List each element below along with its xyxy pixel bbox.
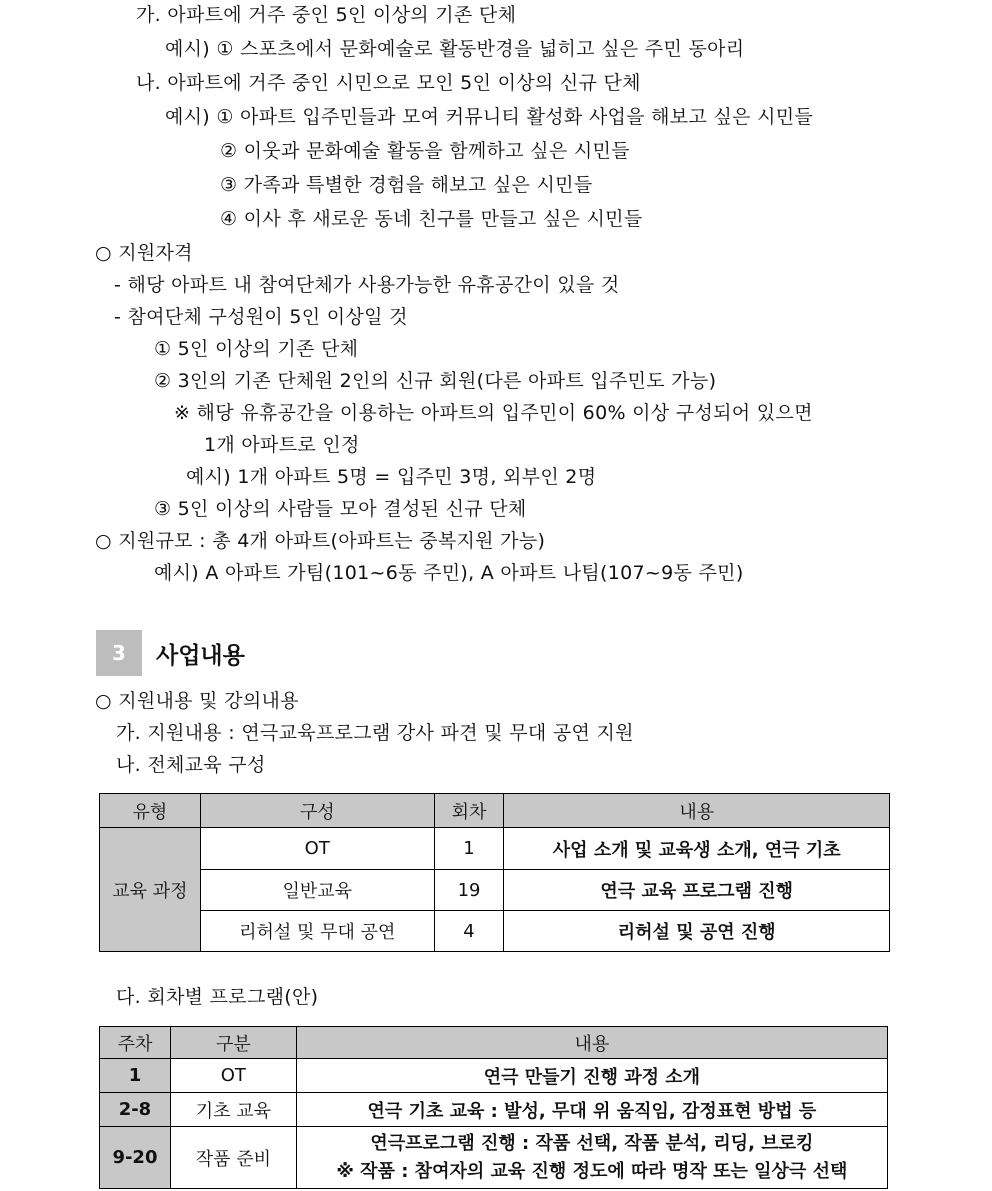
- section-title: 사업내용: [156, 642, 245, 669]
- support-item: 가. 지원내용 : 연극교육프로그램 강사 파견 및 무대 공연 지원: [116, 722, 634, 744]
- note-line: 1개 아파트로 인정: [204, 434, 360, 456]
- table-header: 회차: [434, 794, 504, 828]
- eligibility-item: - 해당 아파트 내 참여단체가 사용가능한 유휴공간이 있을 것: [114, 274, 620, 296]
- heading-scale: ○ 지원규모 : 총 4개 아파트(아파트는 중복지원 가능): [95, 530, 546, 552]
- eligibility-subitem: ② 3인의 기존 단체원 2인의 신규 회원(다른 아파트 입주민도 가능): [154, 370, 717, 392]
- table-header: 주차: [100, 1027, 171, 1059]
- example-line: 예시) 1개 아파트 5명 = 입주민 3명, 외부인 2명: [186, 466, 597, 488]
- table-cell: 리허설 및 공연 진행: [504, 911, 890, 952]
- table-cell: 기초 교육: [170, 1093, 296, 1127]
- example-line: 예시) ① 아파트 입주민들과 모여 커뮤니티 활성화 사업을 해보고 싶은 시민들: [165, 106, 814, 128]
- section-number: 3: [96, 630, 142, 676]
- education-table: [99, 793, 890, 952]
- table-cell: 일반교육: [200, 870, 434, 911]
- week-cell: 1: [100, 1059, 171, 1093]
- table-cell: [296, 1127, 887, 1189]
- heading-eligibility: ○ 지원자격: [95, 242, 193, 264]
- table-cell: 연극 교육 프로그램 진행: [504, 870, 890, 911]
- table-header: 구성: [200, 794, 434, 828]
- section-header: [96, 630, 245, 676]
- cell-note: ※ 작품 : 참여자의 교육 진행 정도에 따라 명작 또는 일상극 선택: [336, 1160, 848, 1182]
- example-line: 예시) A 아파트 가팀(101~6동 주민), A 아파트 나팀(107~9동 주민): [154, 562, 744, 584]
- example-line: ④ 이사 후 새로운 동네 친구를 만들고 싶은 시민들: [220, 208, 643, 230]
- table-row: [100, 828, 890, 870]
- program-heading: 다. 회차별 프로그램(안): [116, 986, 319, 1008]
- table-cell: OT: [200, 828, 434, 870]
- table-row: [100, 1093, 888, 1127]
- table-cell: 연극 기초 교육 : 발성, 무대 위 움직임, 감정표현 방법 등: [296, 1093, 887, 1127]
- table-header: 구분: [170, 1027, 296, 1059]
- item-ga: 가. 아파트에 거주 중인 5인 이상의 기존 단체: [136, 4, 517, 26]
- example-line: 예시) ① 스포츠에서 문화예술로 활동반경을 넓히고 싶은 주민 동아리: [165, 38, 745, 60]
- table-cell: 연극 만들기 진행 과정 소개: [296, 1059, 887, 1093]
- week-cell: 2-8: [100, 1093, 171, 1127]
- table-header: 내용: [296, 1027, 887, 1059]
- table-cell: 사업 소개 및 교육생 소개, 연극 기초: [504, 828, 890, 870]
- support-item: 나. 전체교육 구성: [116, 754, 266, 776]
- table-cell: 작품 준비: [170, 1127, 296, 1189]
- table-cell: 4: [434, 911, 504, 952]
- week-cell: 9-20: [100, 1127, 171, 1189]
- table-cell: 19: [434, 870, 504, 911]
- table-row: [100, 911, 890, 952]
- table-row: [100, 1059, 888, 1093]
- table-header: 내용: [504, 794, 890, 828]
- eligibility-subitem: ③ 5인 이상의 사람들 모아 결성된 신규 단체: [154, 498, 527, 520]
- table-cell: 리허설 및 무대 공연: [200, 911, 434, 952]
- table-cell: 1: [434, 828, 504, 870]
- table-row: [100, 870, 890, 911]
- example-line: ② 이웃과 문화예술 활동을 함께하고 싶은 시민들: [220, 140, 630, 162]
- eligibility-item: - 참여단체 구성원이 5인 이상일 것: [114, 306, 408, 328]
- program-table: [99, 1026, 888, 1189]
- group-cell: 교육 과정: [100, 828, 201, 952]
- table-cell: OT: [170, 1059, 296, 1093]
- note-line: ※ 해당 유휴공간을 이용하는 아파트의 입주민이 60% 이상 구성되어 있으면: [174, 402, 813, 424]
- cell-line: 연극프로그램 진행 : 작품 선택, 작품 분석, 리딩, 브로킹: [370, 1132, 814, 1154]
- item-na: 나. 아파트에 거주 중인 시민으로 모인 5인 이상의 신규 단체: [136, 72, 641, 94]
- table-row: [100, 1127, 888, 1189]
- heading-support: ○ 지원내용 및 강의내용: [95, 690, 299, 712]
- eligibility-subitem: ① 5인 이상의 기존 단체: [154, 338, 359, 360]
- example-line: ③ 가족과 특별한 경험을 해보고 싶은 시민들: [220, 174, 593, 196]
- table-header: 유형: [100, 794, 201, 828]
